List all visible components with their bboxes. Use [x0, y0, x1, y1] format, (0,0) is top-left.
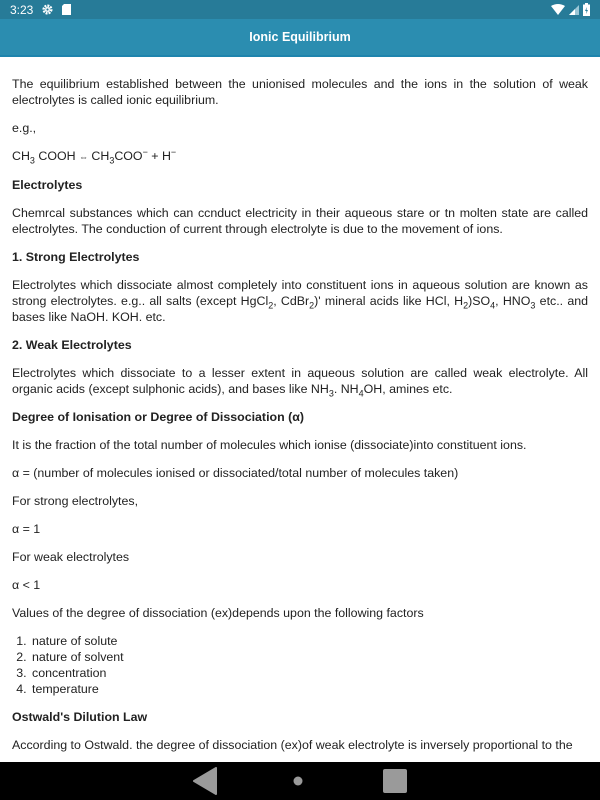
paragraph	[12, 605, 588, 621]
recents-icon[interactable]	[383, 769, 407, 793]
section-heading	[12, 177, 588, 193]
list-item: 4. temperature	[30, 681, 588, 697]
text-segment: The equilibrium established between the unionised molecules and the ions in the solution of weak electrolytes is called ionic equilibrium.	[12, 77, 588, 107]
text-segment: For strong electrolytes,	[12, 494, 139, 508]
text-segment: e.g.,	[12, 121, 37, 135]
text-segment: Electrolytes which dissociate to a lesser extent in aqueous solution are called weak electrolyte. All organic acids (except sulphonic acids), and bases like NH	[12, 366, 588, 396]
text-segment: )' mineral acids like HCl, H	[314, 294, 464, 308]
text-segment: 2. Weak Electrolytes	[12, 338, 132, 352]
section-heading	[12, 337, 588, 353]
text-segment: 2	[268, 300, 274, 311]
factor-list	[30, 633, 588, 697]
paragraph	[12, 493, 588, 509]
paragraph	[12, 737, 588, 753]
clock: 3:23	[10, 2, 34, 17]
text-segment: −	[142, 146, 148, 157]
text-segment: According to Ostwald. the degree of dissociation (ex)of weak electrolyte is inversely proportional to the	[12, 738, 573, 752]
paragraph	[12, 437, 588, 453]
text-segment: 3	[328, 388, 334, 399]
text-segment: α < 1	[12, 578, 41, 592]
text-segment: OH, amines etc.	[363, 382, 453, 396]
paragraph	[12, 120, 588, 136]
text-segment: α = (number of molecules ionised or dissociated/total number of molecules taken)	[12, 466, 459, 480]
navigation-bar	[0, 762, 600, 800]
list-item: 1. nature of solute	[30, 633, 588, 649]
paragraph	[12, 465, 588, 481]
list-item: 3. concentration	[30, 665, 588, 681]
paragraph	[12, 277, 588, 325]
text-segment: 4	[490, 300, 496, 311]
text-segment: Degree of Ionisation or Degree of Dissociation (α)	[12, 410, 304, 424]
text-segment: Values of the degree of dissociation (ex)depends upon the following factors	[12, 606, 424, 620]
text-segment: COO	[114, 149, 143, 163]
text-segment: −	[170, 146, 177, 157]
text-segment: ⇔	[78, 152, 88, 162]
article-content[interactable]	[12, 76, 588, 762]
text-segment: 3	[530, 300, 536, 311]
section-heading	[12, 709, 588, 725]
page-title: Ionic Equilibrium	[249, 30, 351, 44]
text-segment: , CdBr	[273, 294, 310, 308]
list-item: 2. nature of solvent	[30, 649, 588, 665]
back-icon[interactable]	[193, 767, 217, 795]
text-segment: 3	[109, 155, 115, 166]
text-segment: 2	[463, 300, 469, 311]
text-segment: Chemrcal substances which can ccnduct electricity in their aqueous stare or tn molten state are called electrolytes. The conduction of current through electrolyte is due to the movement of ions.	[12, 206, 588, 236]
text-segment: . NH	[333, 382, 359, 396]
app-bar	[0, 19, 600, 57]
gear-icon	[42, 4, 53, 15]
text-segment: Electrolytes which dissociate almost completely into constituent ions in aqueous solution are known as strong electrolytes. e.g.. all salts (except HgCl	[12, 278, 588, 308]
paragraph	[12, 365, 588, 397]
battery-charging-icon	[583, 3, 590, 16]
home-icon[interactable]	[293, 776, 303, 786]
text-segment: , HNO	[495, 294, 531, 308]
text-segment: Ostwald's Dilution Law	[12, 710, 148, 724]
text-segment: Electrolytes	[12, 178, 83, 192]
text-segment: )SO	[468, 294, 491, 308]
section-heading	[12, 249, 588, 265]
section-heading	[12, 409, 588, 425]
paragraph	[12, 76, 588, 108]
text-segment: 4	[358, 388, 364, 399]
text-segment: COOH	[34, 149, 79, 163]
text-segment: CH	[12, 149, 30, 163]
paragraph	[12, 148, 588, 165]
paragraph	[12, 549, 588, 565]
sd-card-icon	[62, 4, 71, 15]
text-segment: 2	[309, 300, 315, 311]
text-segment: etc.. and bases like NaOH. KOH. etc.	[12, 294, 588, 324]
signal-icon	[569, 5, 579, 15]
paragraph	[12, 577, 588, 593]
text-segment: + H	[147, 149, 171, 163]
text-segment: α = 1	[12, 522, 41, 536]
text-segment: CH	[87, 149, 110, 163]
text-segment: For weak electrolytes	[12, 550, 130, 564]
wifi-icon	[551, 4, 565, 15]
paragraph	[12, 521, 588, 537]
text-segment: It is the fraction of the total number of molecules which ionise (dissociate)into constituent ions.	[12, 438, 527, 452]
paragraph	[12, 205, 588, 237]
text-segment: 1. Strong Electrolytes	[12, 250, 140, 264]
status-bar	[0, 0, 600, 19]
text-segment: 3	[29, 155, 35, 166]
